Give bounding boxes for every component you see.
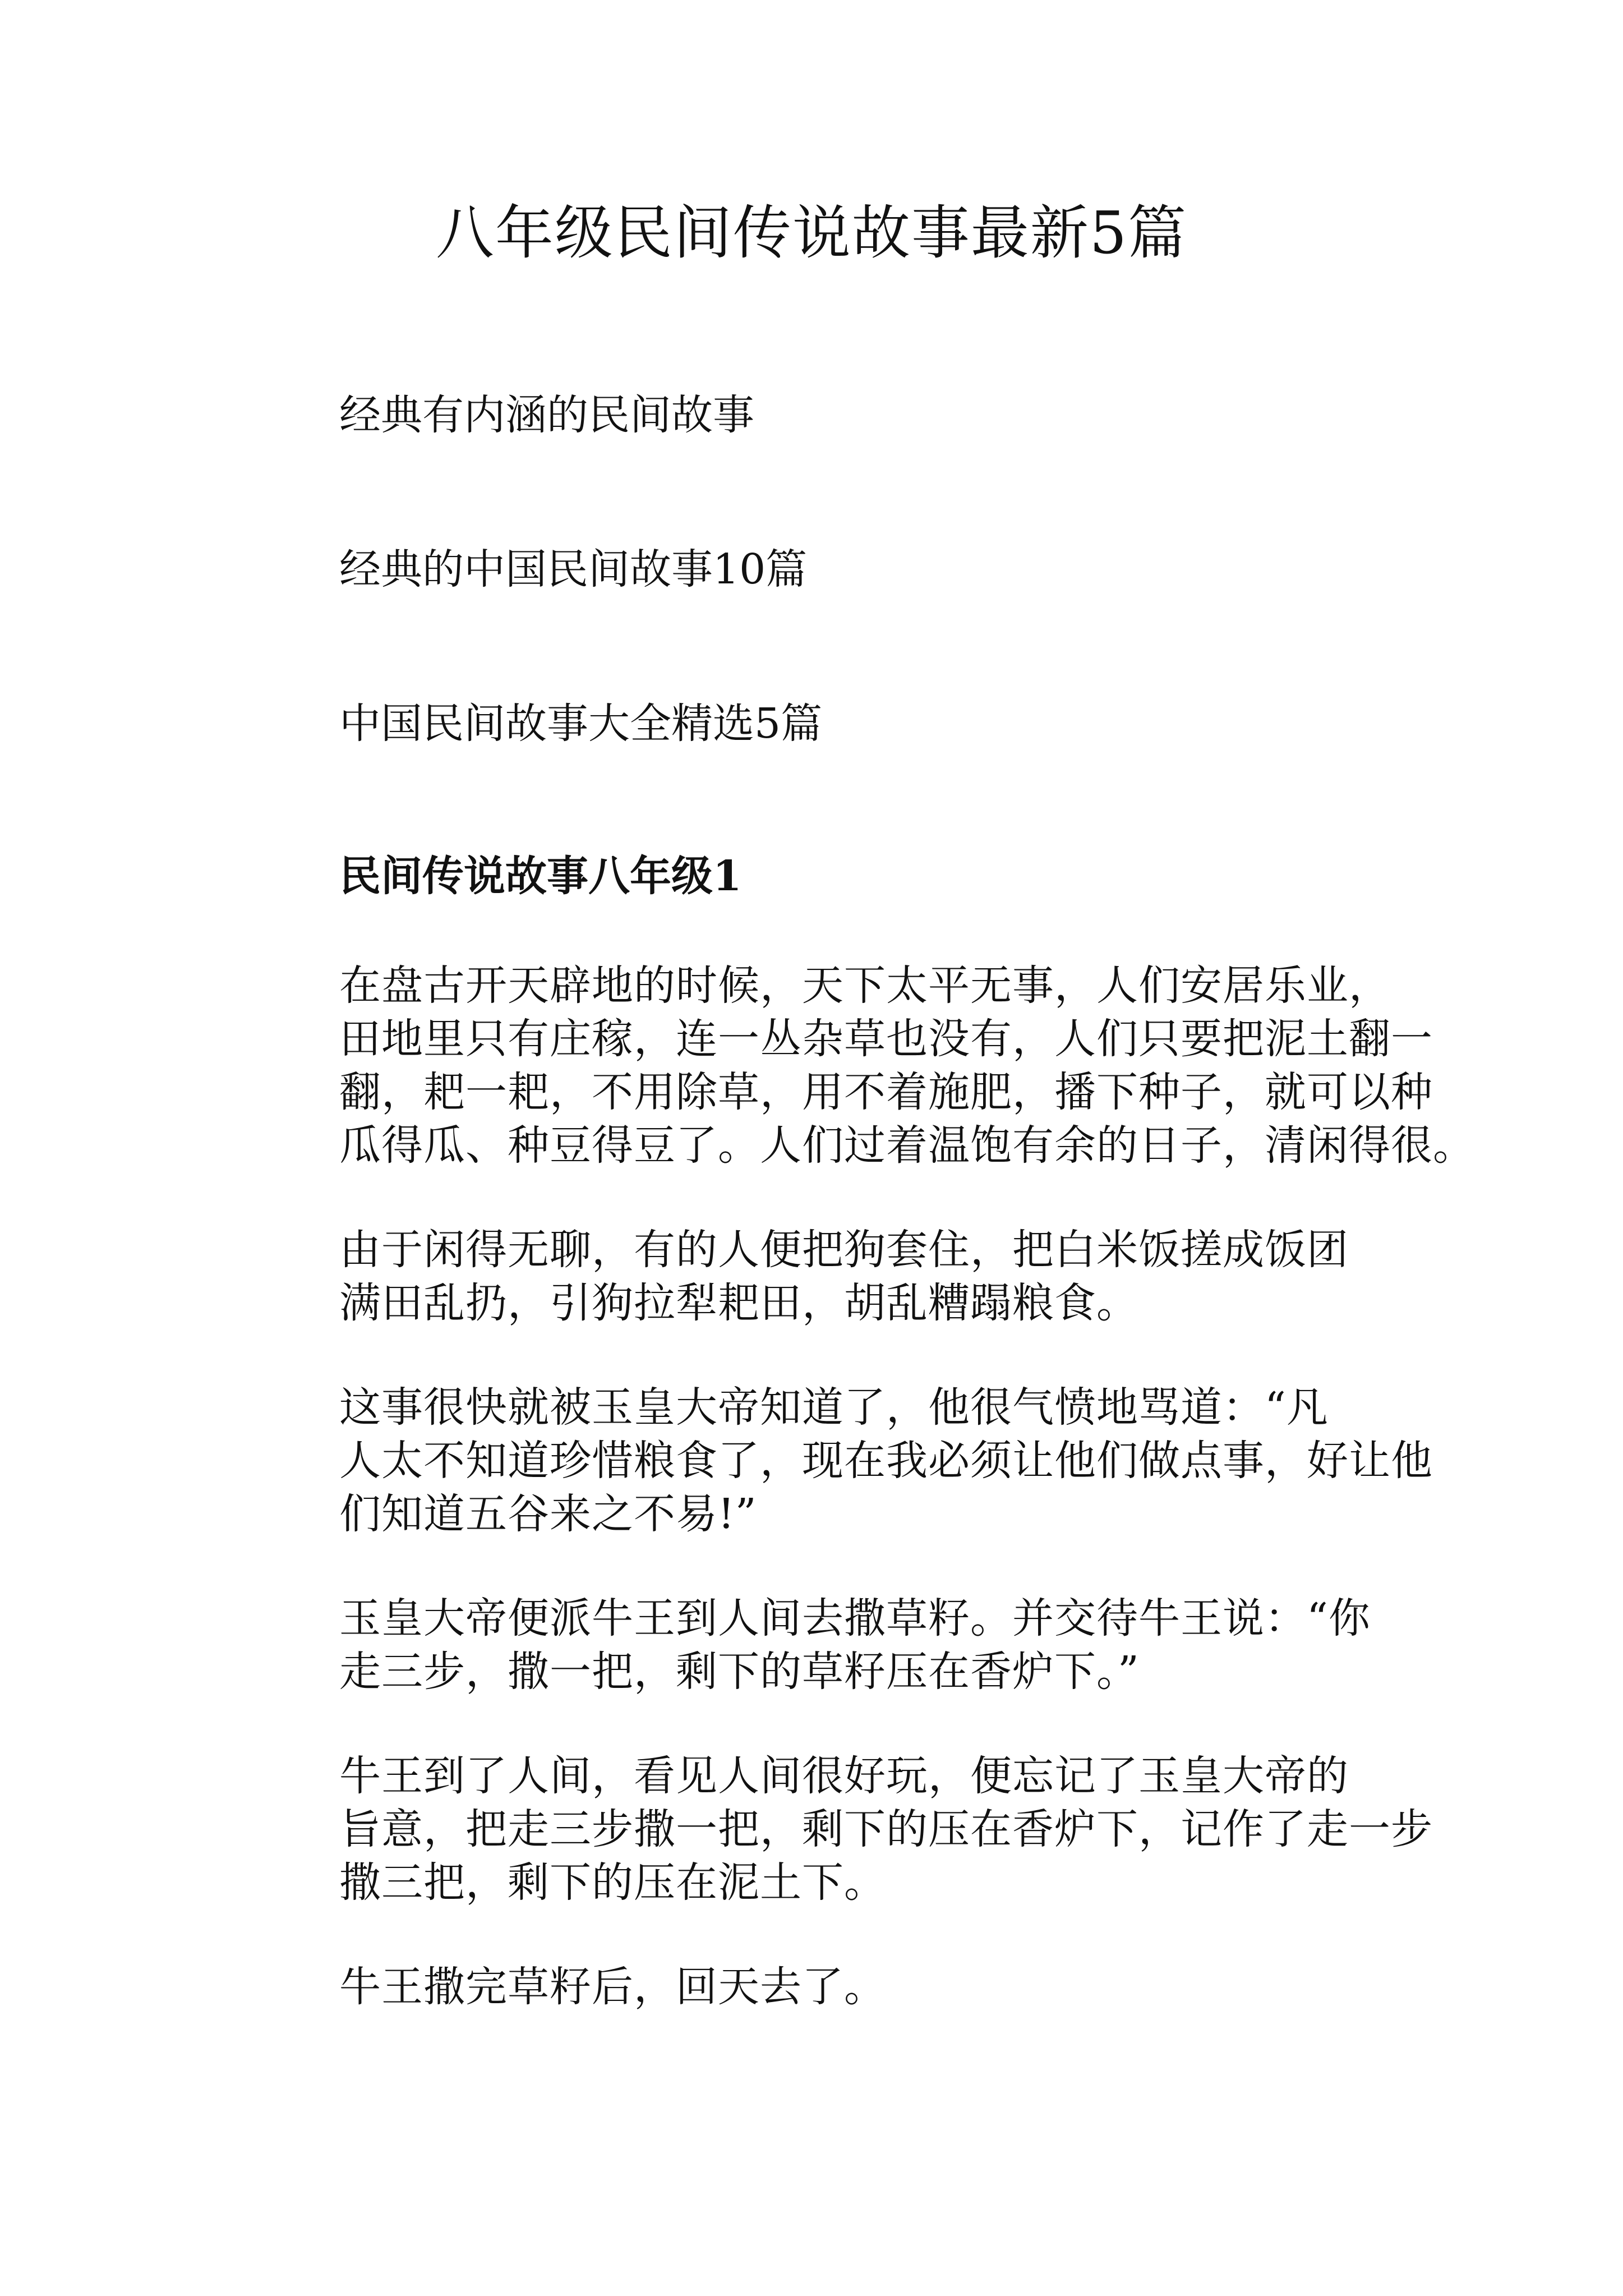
document-title: 八年级民间传说故事最新5篇 — [435, 199, 1188, 267]
related-link-2[interactable]: 经典的中国民间故事10篇 — [339, 545, 808, 593]
paragraph-line: 们知道五谷来之不易!” — [339, 1490, 757, 1538]
paragraph-line: 牛王撒完草籽后，回天去了。 — [339, 1963, 886, 2011]
paragraph-line: 牛王到了人间，看见人间很好玩，便忘记了玉皇大帝的 — [339, 1752, 1349, 1800]
paragraph-line: 人太不知道珍惜粮食了，现在我必须让他们做点事，好让他 — [339, 1437, 1433, 1485]
paragraph-line: 撒三把，剩下的压在泥土下。 — [339, 1858, 886, 1907]
section-heading: 民间传说故事八年级1 — [339, 852, 742, 900]
paragraph-line: 田地里只有庄稼，连一丛杂草也没有，人们只要把泥土翻一 — [339, 1015, 1433, 1063]
paragraph-line: 这事很快就被玉皇大帝知道了，他很气愤地骂道：“凡 — [339, 1383, 1329, 1432]
paragraph-line: 瓜得瓜、种豆得豆了。人们过着温饱有余的日子，清闲得很。 — [339, 1121, 1475, 1170]
paragraph-line: 翻，耙一耙，不用除草，用不着施肥，播下种子，就可以种 — [339, 1068, 1433, 1116]
paragraph-line: 在盘古开天辟地的时候，天下太平无事，人们安居乐业， — [339, 961, 1391, 1010]
story-paragraph — [251, 1381, 1433, 1541]
related-link-1[interactable]: 经典有内涵的民间故事 — [339, 391, 754, 439]
story-paragraph — [251, 1961, 1390, 2014]
story-paragraph — [251, 1223, 1390, 1330]
story-paragraph — [251, 959, 1475, 1172]
related-link-3[interactable]: 中国民间故事大全精选5篇 — [339, 700, 823, 748]
paragraph-line: 由于闲得无聊，有的人便把狗套住，把白米饭搓成饭团 — [339, 1226, 1349, 1274]
story-paragraph — [251, 1750, 1433, 1910]
paragraph-line: 满田乱扔，引狗拉犁耙田，胡乱糟蹋粮食。 — [339, 1279, 1138, 1327]
paragraph-line: 走三步，撒一把，剩下的草籽压在香炉下。” — [339, 1648, 1140, 1696]
paragraph-line: 旨意，把走三步撒一把，剩下的压在香炉下，记作了走一步 — [339, 1805, 1433, 1853]
paragraph-line: 玉皇大帝便派牛王到人间去撒草籽。并交待牛王说：“你 — [339, 1594, 1371, 1642]
story-paragraph — [251, 1592, 1390, 1699]
story-body — [251, 850, 1475, 2014]
